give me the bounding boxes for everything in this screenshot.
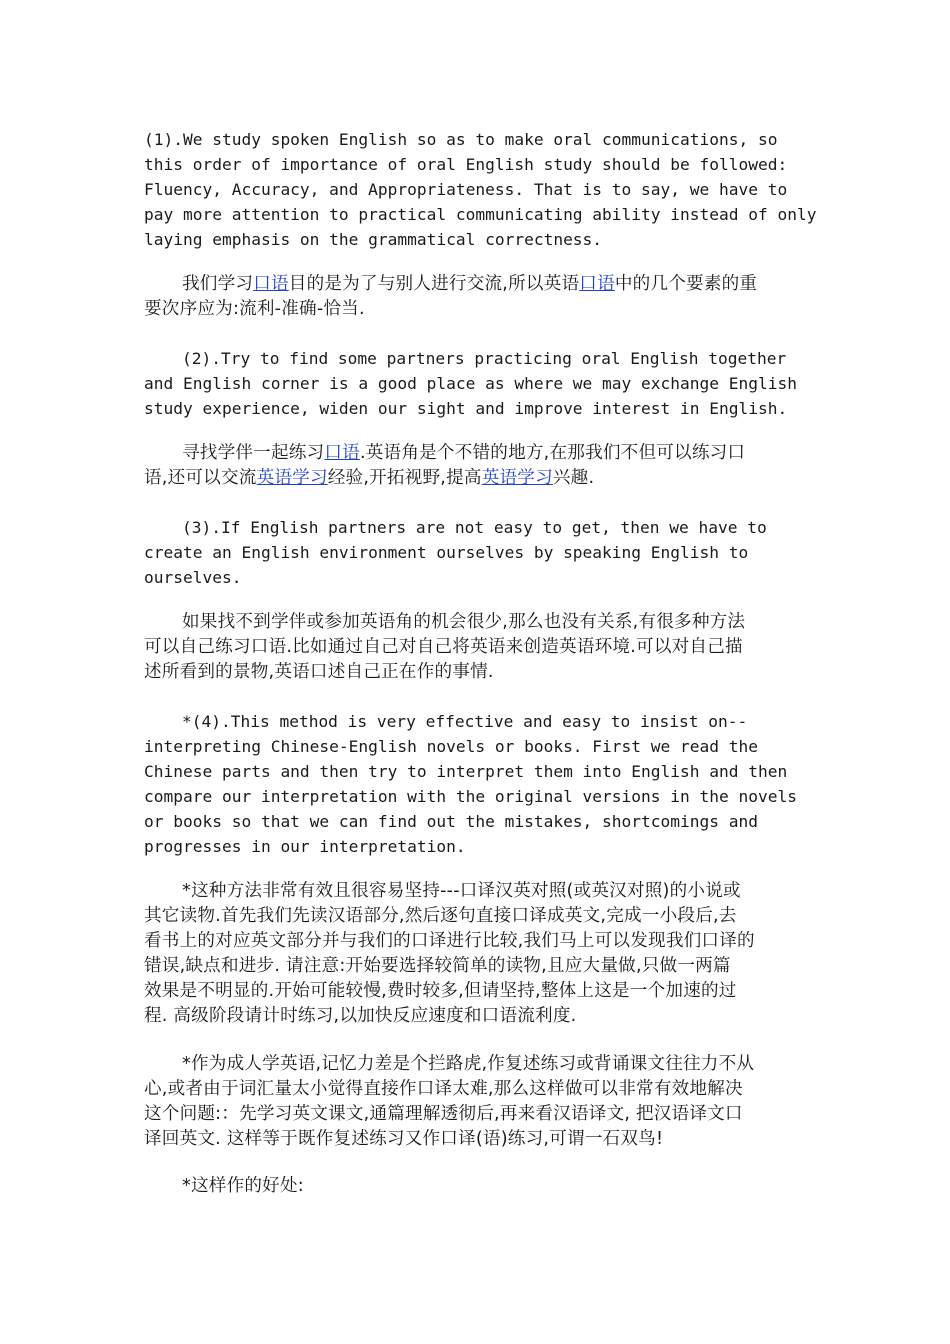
text-line: *(4).This method is very effective and easy to insist on-- — [182, 712, 748, 731]
keyword-link-english-study[interactable]: 英语学习 — [256, 468, 328, 488]
text-line: pay more attention to practical communicating ability instead of only — [144, 205, 817, 224]
text-line: 程. 高级阶段请计时练习,以加快反应速度和口语流利度. — [144, 1006, 577, 1026]
text-line: this order of importance of oral English study should be followed: — [144, 155, 788, 174]
keyword-link-oral[interactable]: 口语 — [324, 443, 360, 463]
text-line: Chinese parts and then try to interpret them into English and then — [144, 762, 788, 781]
text-line: or books so that we can find out the mistakes, shortcomings and — [144, 812, 758, 831]
text-segment: 我们学习 — [182, 274, 254, 294]
text-line: 要次序应为:流利-准确-恰当. — [144, 299, 365, 319]
text-line: 译回英文. 这样等于既作复述练习又作口译(语)练习,可谓一石双鸟! — [144, 1129, 664, 1149]
paragraph-1-en — [144, 127, 817, 252]
text-line: progresses in our interpretation. — [144, 837, 466, 856]
text-segment: 经验,开拓视野,提高 — [327, 468, 482, 488]
text-line: 可以自己练习口语.比如通过自己对自己将英语来创造英语环境.可以对自己描 — [144, 637, 743, 657]
text-line: study experience, widen our sight and improve interest in English. — [144, 399, 788, 418]
paragraph-2-zh — [144, 272, 852, 322]
text-line: *作为成人学英语,记忆力差是个拦路虎,作复述练习或背诵课文往往力不从 — [182, 1054, 755, 1074]
text-line: 这个问题:：先学习英文课文,通篇理解透彻后,再来看汉语译文, 把汉语译文口 — [144, 1104, 743, 1124]
paragraph-9-zh — [144, 1052, 814, 1152]
text-line — [182, 272, 852, 297]
text-segment: 兴趣. — [552, 468, 595, 488]
text-line: create an English environment ourselves by speaking English to — [144, 543, 749, 562]
paragraph-6-zh — [144, 610, 814, 685]
paragraph-8-zh — [144, 879, 814, 1029]
paragraph-10-zh — [144, 1174, 814, 1199]
text-line: (1).We study spoken English so as to make oral communications, so — [144, 130, 778, 149]
keyword-link-oral[interactable]: 口语 — [579, 274, 615, 294]
text-segment: 寻找学伴一起练习 — [182, 443, 325, 463]
text-line: 如果找不到学伴或参加英语角的机会很少,那么也没有关系,有很多种方法 — [182, 612, 746, 632]
text-line: and English corner is a good place as where we may exchange English — [144, 374, 797, 393]
text-line: 效果是不明显的.开始可能较慢,费时较多,但请坚持,整体上这是一个加速的过 — [144, 981, 737, 1001]
text-line: 述所看到的景物,英语口述自己正在作的事情. — [144, 662, 494, 682]
text-line — [144, 441, 814, 466]
text-segment: 目的是为了与别人进行交流,所以英语 — [288, 274, 580, 294]
paragraph-4-zh — [144, 441, 814, 491]
text-line — [144, 466, 814, 491]
text-line: compare our interpretation with the original versions in the novels — [144, 787, 797, 806]
text-line: (2).Try to find some partners practicing oral English together — [182, 349, 787, 368]
keyword-link-english-study[interactable]: 英语学习 — [481, 468, 553, 488]
paragraph-3-en — [144, 346, 814, 421]
paragraph-5-en — [144, 515, 814, 590]
text-line: (3).If English partners are not easy to get, then we have to — [182, 518, 767, 537]
text-line: Fluency, Accuracy, and Appropriateness. That is to say, we have to — [144, 180, 788, 199]
text-line: 错误,缺点和进步. 请注意:开始要选择较简单的读物,且应大量做,只做一两篇 — [144, 956, 731, 976]
text-line: 心,或者由于词汇量太小觉得直接作口译太难,那么这样做可以非常有效地解决 — [144, 1079, 743, 1099]
text-line: 看书上的对应英文部分并与我们的口译进行比较,我们马上可以发现我们口译的 — [144, 931, 755, 951]
keyword-link-oral[interactable]: 口语 — [253, 274, 289, 294]
text-line: 其它读物.首先我们先读汉语部分,然后逐句直接口译成英文,完成一小段后,去 — [144, 906, 737, 926]
text-line: ourselves. — [144, 568, 242, 587]
text-segment: 中的几个要素的重 — [614, 274, 758, 294]
text-line: interpreting Chinese-English novels or books. First we read the — [144, 737, 758, 756]
text-line: *这样作的好处: — [182, 1176, 304, 1196]
text-line: *这种方法非常有效且很容易坚持---口译汉英对照(或英汉对照)的小说或 — [182, 881, 741, 901]
paragraph-7-en — [144, 709, 814, 859]
text-segment: 语,还可以交流 — [144, 468, 257, 488]
text-segment: .英语角是个不错的地方,在那我们不但可以练习口 — [359, 443, 746, 463]
text-line: laying emphasis on the grammatical correctness. — [144, 230, 603, 249]
